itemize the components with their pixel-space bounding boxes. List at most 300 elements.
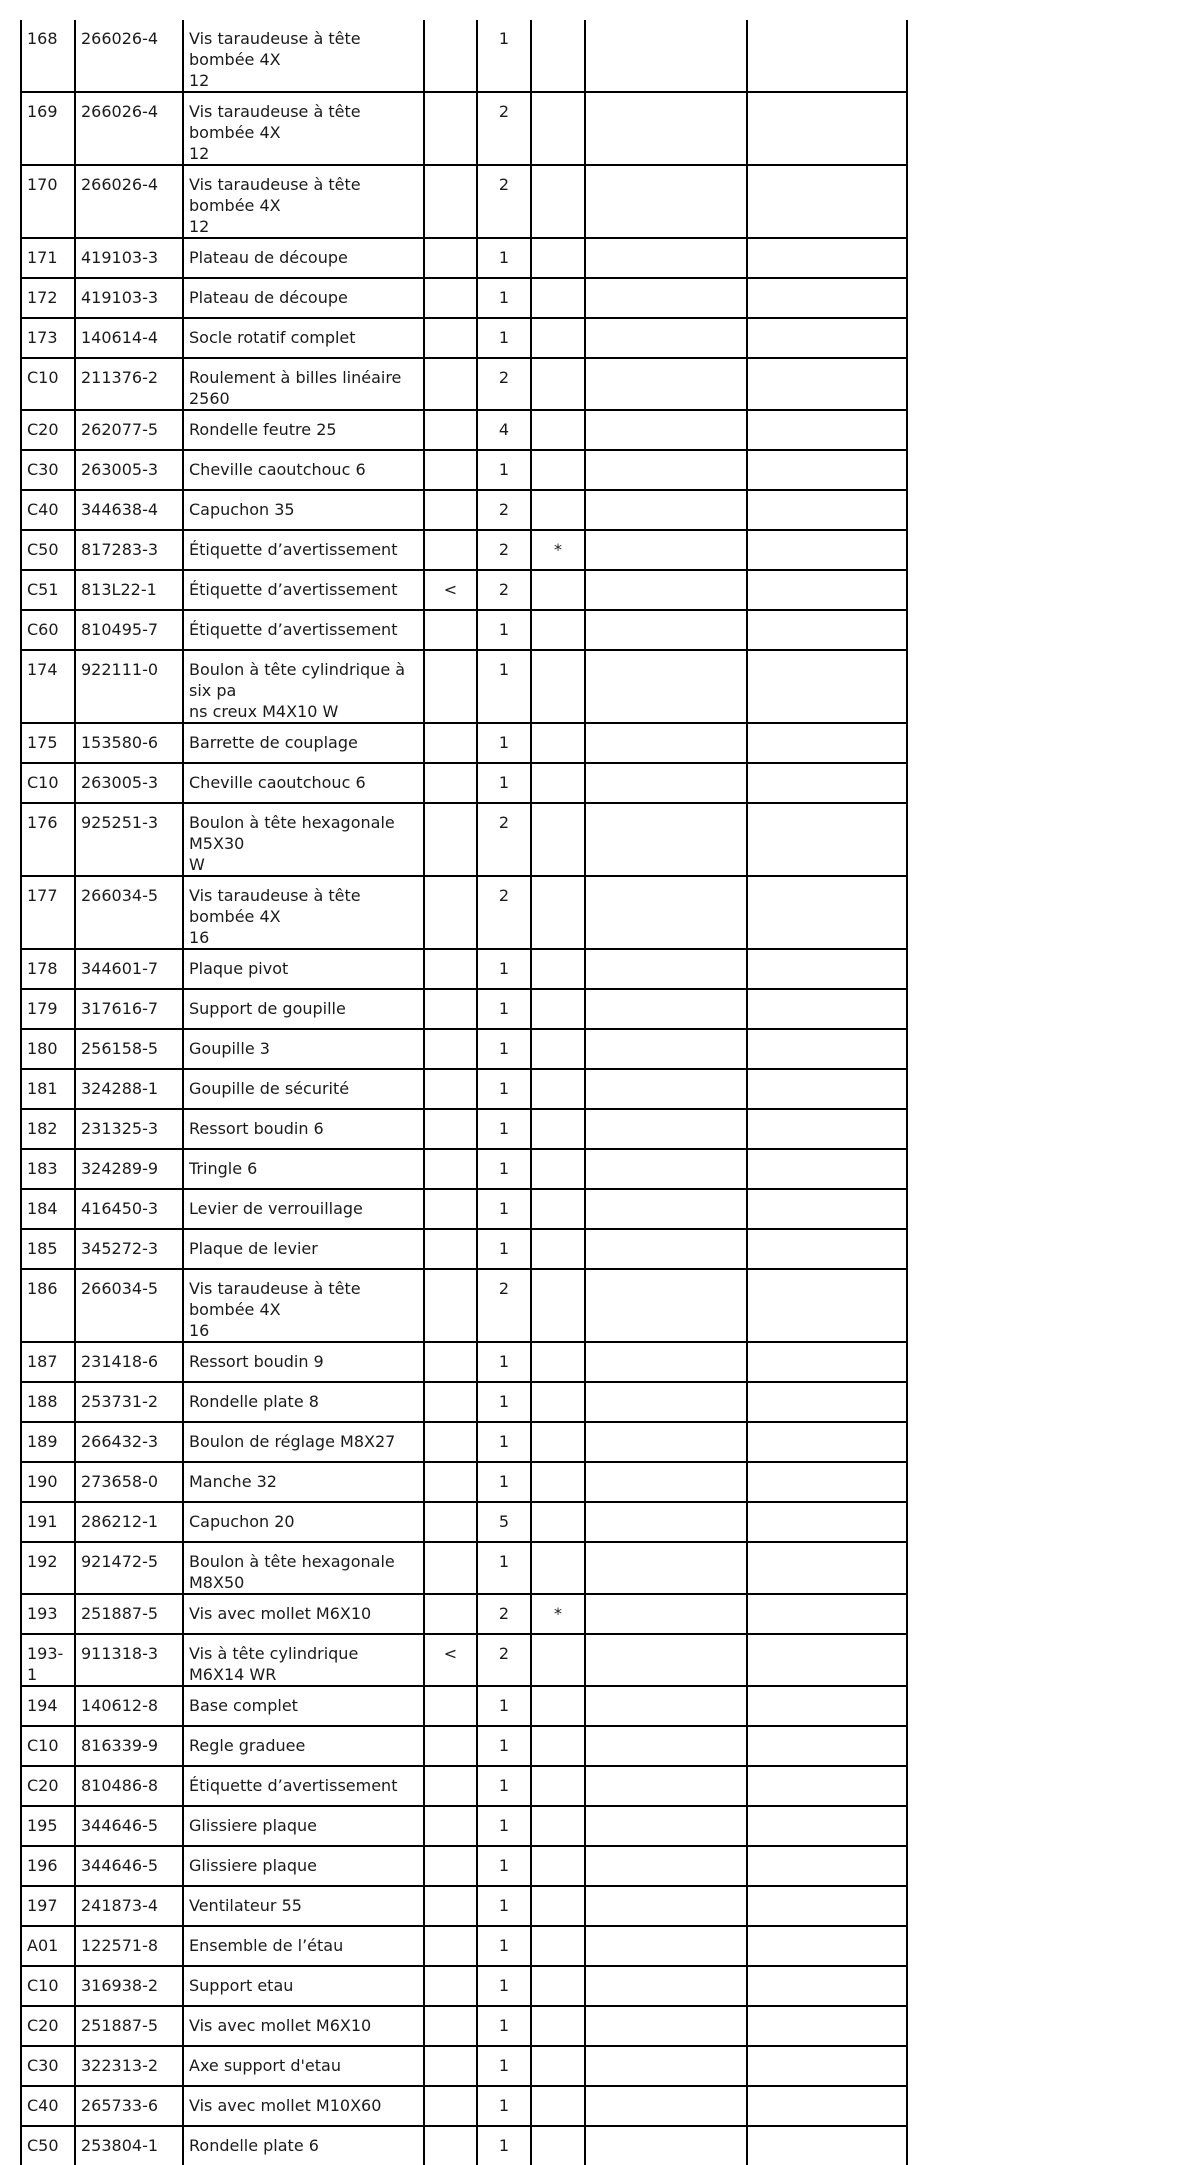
- empty-cell: [585, 1189, 747, 1229]
- description-cell: Vis taraudeuse à tête bombée 4X 12: [183, 92, 424, 165]
- table-row: [21, 1269, 907, 1342]
- empty-cell: [585, 1382, 747, 1422]
- empty-cell: [585, 490, 747, 530]
- note-mark-cell: [531, 490, 585, 530]
- part-number-cell: 231418-6: [75, 1342, 183, 1382]
- description-cell: Ressort boudin 6: [183, 1109, 424, 1149]
- empty-cell: [747, 1766, 907, 1806]
- quantity-cell: 5: [477, 1502, 531, 1542]
- part-number-cell: 266432-3: [75, 1422, 183, 1462]
- empty-cell: [585, 763, 747, 803]
- table-row: [21, 2046, 907, 2086]
- description-cell: Vis taraudeuse à tête bombée 4X 12: [183, 165, 424, 238]
- table-row: [21, 1846, 907, 1886]
- part-number-cell: 324289-9: [75, 1149, 183, 1189]
- table-row: [21, 2126, 907, 2165]
- description-cell: Boulon à tête hexagonale M8X50: [183, 1542, 424, 1594]
- item-number-cell: 174: [21, 650, 75, 723]
- quantity-cell: 2: [477, 92, 531, 165]
- empty-cell: [585, 876, 747, 949]
- description-cell: Vis avec mollet M10X60: [183, 2086, 424, 2126]
- change-mark-cell: [424, 1029, 477, 1069]
- empty-cell: [747, 1229, 907, 1269]
- note-mark-cell: [531, 1686, 585, 1726]
- empty-cell: [585, 92, 747, 165]
- description-cell: Rondelle plate 8: [183, 1382, 424, 1422]
- quantity-cell: 1: [477, 1342, 531, 1382]
- description-cell: Capuchon 35: [183, 490, 424, 530]
- description-cell: Boulon à tête hexagonale M5X30 W: [183, 803, 424, 876]
- empty-cell: [747, 490, 907, 530]
- empty-cell: [747, 1342, 907, 1382]
- empty-cell: [747, 876, 907, 949]
- part-number-cell: 911318-3: [75, 1634, 183, 1686]
- description-cell: Socle rotatif complet: [183, 318, 424, 358]
- table-row: [21, 1462, 907, 1502]
- item-number-cell: C10: [21, 358, 75, 410]
- empty-cell: [585, 1269, 747, 1342]
- part-number-cell: 922111-0: [75, 650, 183, 723]
- description-cell: Capuchon 20: [183, 1502, 424, 1542]
- change-mark-cell: [424, 1269, 477, 1342]
- description-cell: Goupille de sécurité: [183, 1069, 424, 1109]
- item-number-cell: C40: [21, 490, 75, 530]
- table-row: [21, 803, 907, 876]
- quantity-cell: 1: [477, 1766, 531, 1806]
- empty-cell: [747, 1926, 907, 1966]
- part-number-cell: 419103-3: [75, 278, 183, 318]
- quantity-cell: 1: [477, 1149, 531, 1189]
- quantity-cell: 1: [477, 2126, 531, 2165]
- quantity-cell: 1: [477, 610, 531, 650]
- description-cell: Vis taraudeuse à tête bombée 4X 16: [183, 1269, 424, 1342]
- note-mark-cell: [531, 1462, 585, 1502]
- change-mark-cell: [424, 2086, 477, 2126]
- empty-cell: [747, 1726, 907, 1766]
- empty-cell: [747, 1422, 907, 1462]
- item-number-cell: 189: [21, 1422, 75, 1462]
- item-number-cell: 188: [21, 1382, 75, 1422]
- item-number-cell: 170: [21, 165, 75, 238]
- note-mark-cell: [531, 318, 585, 358]
- note-mark-cell: [531, 763, 585, 803]
- change-mark-cell: [424, 803, 477, 876]
- quantity-cell: 1: [477, 723, 531, 763]
- quantity-cell: 1: [477, 2006, 531, 2046]
- part-number-cell: 211376-2: [75, 358, 183, 410]
- empty-cell: [585, 1462, 747, 1502]
- table-row: [21, 763, 907, 803]
- quantity-cell: 1: [477, 1069, 531, 1109]
- table-row: [21, 1926, 907, 1966]
- empty-cell: [747, 1029, 907, 1069]
- quantity-cell: 1: [477, 1422, 531, 1462]
- empty-cell: [747, 1886, 907, 1926]
- part-number-cell: 251887-5: [75, 1594, 183, 1634]
- table-row: [21, 238, 907, 278]
- part-number-cell: 231325-3: [75, 1109, 183, 1149]
- item-number-cell: C20: [21, 1766, 75, 1806]
- change-mark-cell: [424, 1382, 477, 1422]
- table-row: [21, 165, 907, 238]
- note-mark-cell: [531, 1542, 585, 1594]
- change-mark-cell: [424, 1342, 477, 1382]
- empty-cell: [585, 1766, 747, 1806]
- part-number-cell: 256158-5: [75, 1029, 183, 1069]
- item-number-cell: 191: [21, 1502, 75, 1542]
- change-mark-cell: [424, 876, 477, 949]
- empty-cell: [747, 949, 907, 989]
- item-number-cell: 175: [21, 723, 75, 763]
- part-number-cell: 345272-3: [75, 1229, 183, 1269]
- description-cell: Ventilateur 55: [183, 1886, 424, 1926]
- empty-cell: [747, 1269, 907, 1342]
- part-number-cell: 324288-1: [75, 1069, 183, 1109]
- empty-cell: [585, 278, 747, 318]
- quantity-cell: 2: [477, 1634, 531, 1686]
- note-mark-cell: [531, 1109, 585, 1149]
- item-number-cell: C30: [21, 2046, 75, 2086]
- change-mark-cell: [424, 278, 477, 318]
- item-number-cell: 192: [21, 1542, 75, 1594]
- empty-cell: [747, 20, 907, 92]
- empty-cell: [585, 1229, 747, 1269]
- table-row: [21, 1726, 907, 1766]
- item-number-cell: C60: [21, 610, 75, 650]
- empty-cell: [747, 1686, 907, 1726]
- item-number-cell: 177: [21, 876, 75, 949]
- change-mark-cell: [424, 1726, 477, 1766]
- empty-cell: [747, 318, 907, 358]
- quantity-cell: 2: [477, 490, 531, 530]
- note-mark-cell: *: [531, 530, 585, 570]
- empty-cell: [585, 2046, 747, 2086]
- note-mark-cell: *: [531, 1594, 585, 1634]
- part-number-cell: 344638-4: [75, 490, 183, 530]
- empty-cell: [585, 1846, 747, 1886]
- part-number-cell: 266026-4: [75, 20, 183, 92]
- description-cell: Vis taraudeuse à tête bombée 4X 16: [183, 876, 424, 949]
- part-number-cell: 153580-6: [75, 723, 183, 763]
- quantity-cell: 1: [477, 2086, 531, 2126]
- quantity-cell: 1: [477, 2046, 531, 2086]
- empty-cell: [747, 1806, 907, 1846]
- table-row: [21, 876, 907, 949]
- change-mark-cell: [424, 530, 477, 570]
- description-cell: Glissiere plaque: [183, 1806, 424, 1846]
- note-mark-cell: [531, 570, 585, 610]
- part-number-cell: 241873-4: [75, 1886, 183, 1926]
- note-mark-cell: [531, 803, 585, 876]
- quantity-cell: 1: [477, 238, 531, 278]
- note-mark-cell: [531, 1189, 585, 1229]
- description-cell: Glissiere plaque: [183, 1846, 424, 1886]
- description-cell: Vis avec mollet M6X10: [183, 2006, 424, 2046]
- empty-cell: [585, 2086, 747, 2126]
- change-mark-cell: [424, 989, 477, 1029]
- part-number-cell: 419103-3: [75, 238, 183, 278]
- description-cell: Barrette de couplage: [183, 723, 424, 763]
- note-mark-cell: [531, 1382, 585, 1422]
- item-number-cell: C40: [21, 2086, 75, 2126]
- table-row: [21, 1029, 907, 1069]
- empty-cell: [747, 1382, 907, 1422]
- note-mark-cell: [531, 610, 585, 650]
- change-mark-cell: [424, 1189, 477, 1229]
- description-cell: Manche 32: [183, 1462, 424, 1502]
- parts-list-body: [21, 20, 907, 2165]
- note-mark-cell: [531, 2046, 585, 2086]
- empty-cell: [747, 1462, 907, 1502]
- part-number-cell: 921472-5: [75, 1542, 183, 1594]
- empty-cell: [585, 1886, 747, 1926]
- item-number-cell: 195: [21, 1806, 75, 1846]
- quantity-cell: 1: [477, 1966, 531, 2006]
- item-number-cell: 181: [21, 1069, 75, 1109]
- note-mark-cell: [531, 165, 585, 238]
- empty-cell: [585, 1726, 747, 1766]
- change-mark-cell: [424, 358, 477, 410]
- table-row: [21, 989, 907, 1029]
- table-row: [21, 1189, 907, 1229]
- item-number-cell: C50: [21, 2126, 75, 2165]
- empty-cell: [747, 450, 907, 490]
- item-number-cell: C50: [21, 530, 75, 570]
- item-number-cell: 184: [21, 1189, 75, 1229]
- part-number-cell: 122571-8: [75, 1926, 183, 1966]
- quantity-cell: 2: [477, 1594, 531, 1634]
- note-mark-cell: [531, 876, 585, 949]
- change-mark-cell: [424, 949, 477, 989]
- parts-list-table: [20, 20, 908, 2165]
- empty-cell: [747, 530, 907, 570]
- part-number-cell: 273658-0: [75, 1462, 183, 1502]
- table-row: [21, 2006, 907, 2046]
- quantity-cell: 1: [477, 1846, 531, 1886]
- change-mark-cell: [424, 1926, 477, 1966]
- part-number-cell: 263005-3: [75, 450, 183, 490]
- table-row: [21, 949, 907, 989]
- note-mark-cell: [531, 358, 585, 410]
- quantity-cell: 1: [477, 20, 531, 92]
- table-row: [21, 358, 907, 410]
- quantity-cell: 1: [477, 1382, 531, 1422]
- change-mark-cell: [424, 1069, 477, 1109]
- note-mark-cell: [531, 278, 585, 318]
- change-mark-cell: [424, 763, 477, 803]
- item-number-cell: 178: [21, 949, 75, 989]
- empty-cell: [585, 610, 747, 650]
- item-number-cell: 197: [21, 1886, 75, 1926]
- description-cell: Boulon à tête cylindrique à six pa ns creux M4X10 W: [183, 650, 424, 723]
- quantity-cell: 1: [477, 1189, 531, 1229]
- empty-cell: [585, 1149, 747, 1189]
- item-number-cell: 193-1: [21, 1634, 75, 1686]
- empty-cell: [585, 1422, 747, 1462]
- item-number-cell: C20: [21, 410, 75, 450]
- note-mark-cell: [531, 949, 585, 989]
- description-cell: Cheville caoutchouc 6: [183, 450, 424, 490]
- item-number-cell: 169: [21, 92, 75, 165]
- empty-cell: [585, 989, 747, 1029]
- empty-cell: [585, 1542, 747, 1594]
- quantity-cell: 1: [477, 989, 531, 1029]
- table-row: [21, 20, 907, 92]
- part-number-cell: 140612-8: [75, 1686, 183, 1726]
- part-number-cell: 344601-7: [75, 949, 183, 989]
- description-cell: Regle graduee: [183, 1726, 424, 1766]
- change-mark-cell: [424, 1502, 477, 1542]
- empty-cell: [585, 1109, 747, 1149]
- empty-cell: [747, 165, 907, 238]
- empty-cell: [747, 1542, 907, 1594]
- description-cell: Plaque de levier: [183, 1229, 424, 1269]
- description-cell: Levier de verrouillage: [183, 1189, 424, 1229]
- part-number-cell: 810486-8: [75, 1766, 183, 1806]
- note-mark-cell: [531, 1966, 585, 2006]
- table-row: [21, 723, 907, 763]
- empty-cell: [747, 1189, 907, 1229]
- quantity-cell: 2: [477, 803, 531, 876]
- note-mark-cell: [531, 92, 585, 165]
- quantity-cell: 1: [477, 949, 531, 989]
- note-mark-cell: [531, 2006, 585, 2046]
- description-cell: Plaque pivot: [183, 949, 424, 989]
- note-mark-cell: [531, 2126, 585, 2165]
- item-number-cell: 196: [21, 1846, 75, 1886]
- item-number-cell: 179: [21, 989, 75, 1029]
- empty-cell: [747, 723, 907, 763]
- part-number-cell: 265733-6: [75, 2086, 183, 2126]
- empty-cell: [585, 1806, 747, 1846]
- item-number-cell: 185: [21, 1229, 75, 1269]
- item-number-cell: 194: [21, 1686, 75, 1726]
- note-mark-cell: [531, 1634, 585, 1686]
- item-number-cell: C20: [21, 2006, 75, 2046]
- empty-cell: [585, 1029, 747, 1069]
- empty-cell: [585, 165, 747, 238]
- item-number-cell: C10: [21, 763, 75, 803]
- empty-cell: [585, 238, 747, 278]
- description-cell: Ensemble de l’étau: [183, 1926, 424, 1966]
- table-row: [21, 1966, 907, 2006]
- part-number-cell: 263005-3: [75, 763, 183, 803]
- description-cell: Support de goupille: [183, 989, 424, 1029]
- description-cell: Cheville caoutchouc 6: [183, 763, 424, 803]
- table-row: [21, 610, 907, 650]
- empty-cell: [585, 1686, 747, 1726]
- empty-cell: [747, 650, 907, 723]
- table-row: [21, 1634, 907, 1686]
- note-mark-cell: [531, 1069, 585, 1109]
- table-row: [21, 92, 907, 165]
- quantity-cell: 2: [477, 358, 531, 410]
- empty-cell: [585, 723, 747, 763]
- note-mark-cell: [531, 989, 585, 1029]
- note-mark-cell: [531, 2086, 585, 2126]
- table-row: [21, 530, 907, 570]
- table-row: [21, 1886, 907, 1926]
- table-row: [21, 490, 907, 530]
- quantity-cell: 2: [477, 876, 531, 949]
- change-mark-cell: [424, 238, 477, 278]
- note-mark-cell: [531, 238, 585, 278]
- quantity-cell: 1: [477, 1886, 531, 1926]
- empty-cell: [747, 1634, 907, 1686]
- empty-cell: [747, 1594, 907, 1634]
- note-mark-cell: [531, 1422, 585, 1462]
- empty-cell: [585, 20, 747, 92]
- empty-cell: [585, 1634, 747, 1686]
- change-mark-cell: [424, 2126, 477, 2165]
- quantity-cell: 1: [477, 1462, 531, 1502]
- note-mark-cell: [531, 723, 585, 763]
- table-row: [21, 410, 907, 450]
- item-number-cell: C10: [21, 1726, 75, 1766]
- note-mark-cell: [531, 1502, 585, 1542]
- quantity-cell: 1: [477, 1229, 531, 1269]
- description-cell: Plateau de découpe: [183, 238, 424, 278]
- item-number-cell: A01: [21, 1926, 75, 1966]
- description-cell: Étiquette d’avertissement: [183, 570, 424, 610]
- description-cell: Étiquette d’avertissement: [183, 610, 424, 650]
- change-mark-cell: <: [424, 570, 477, 610]
- empty-cell: [747, 238, 907, 278]
- part-number-cell: 266034-5: [75, 1269, 183, 1342]
- description-cell: Plateau de découpe: [183, 278, 424, 318]
- empty-cell: [747, 2086, 907, 2126]
- empty-cell: [747, 610, 907, 650]
- quantity-cell: 1: [477, 278, 531, 318]
- part-number-cell: 813L22-1: [75, 570, 183, 610]
- empty-cell: [585, 570, 747, 610]
- note-mark-cell: [531, 1886, 585, 1926]
- item-number-cell: 168: [21, 20, 75, 92]
- quantity-cell: 1: [477, 1926, 531, 1966]
- item-number-cell: C10: [21, 1966, 75, 2006]
- empty-cell: [747, 1502, 907, 1542]
- table-row: [21, 1766, 907, 1806]
- description-cell: Rondelle plate 6: [183, 2126, 424, 2165]
- part-number-cell: 810495-7: [75, 610, 183, 650]
- note-mark-cell: [531, 1342, 585, 1382]
- quantity-cell: 1: [477, 1542, 531, 1594]
- item-number-cell: 183: [21, 1149, 75, 1189]
- note-mark-cell: [531, 410, 585, 450]
- note-mark-cell: [531, 20, 585, 92]
- part-number-cell: 266026-4: [75, 165, 183, 238]
- part-number-cell: 262077-5: [75, 410, 183, 450]
- table-row: [21, 570, 907, 610]
- description-cell: Goupille 3: [183, 1029, 424, 1069]
- empty-cell: [747, 1149, 907, 1189]
- empty-cell: [747, 358, 907, 410]
- note-mark-cell: [531, 1806, 585, 1846]
- description-cell: Base complet: [183, 1686, 424, 1726]
- table-row: [21, 1069, 907, 1109]
- change-mark-cell: [424, 1766, 477, 1806]
- empty-cell: [585, 650, 747, 723]
- description-cell: Rondelle feutre 25: [183, 410, 424, 450]
- description-cell: Étiquette d’avertissement: [183, 530, 424, 570]
- quantity-cell: 1: [477, 318, 531, 358]
- item-number-cell: 186: [21, 1269, 75, 1342]
- empty-cell: [747, 803, 907, 876]
- change-mark-cell: [424, 410, 477, 450]
- description-cell: Vis avec mollet M6X10: [183, 1594, 424, 1634]
- empty-cell: [747, 278, 907, 318]
- change-mark-cell: [424, 1686, 477, 1726]
